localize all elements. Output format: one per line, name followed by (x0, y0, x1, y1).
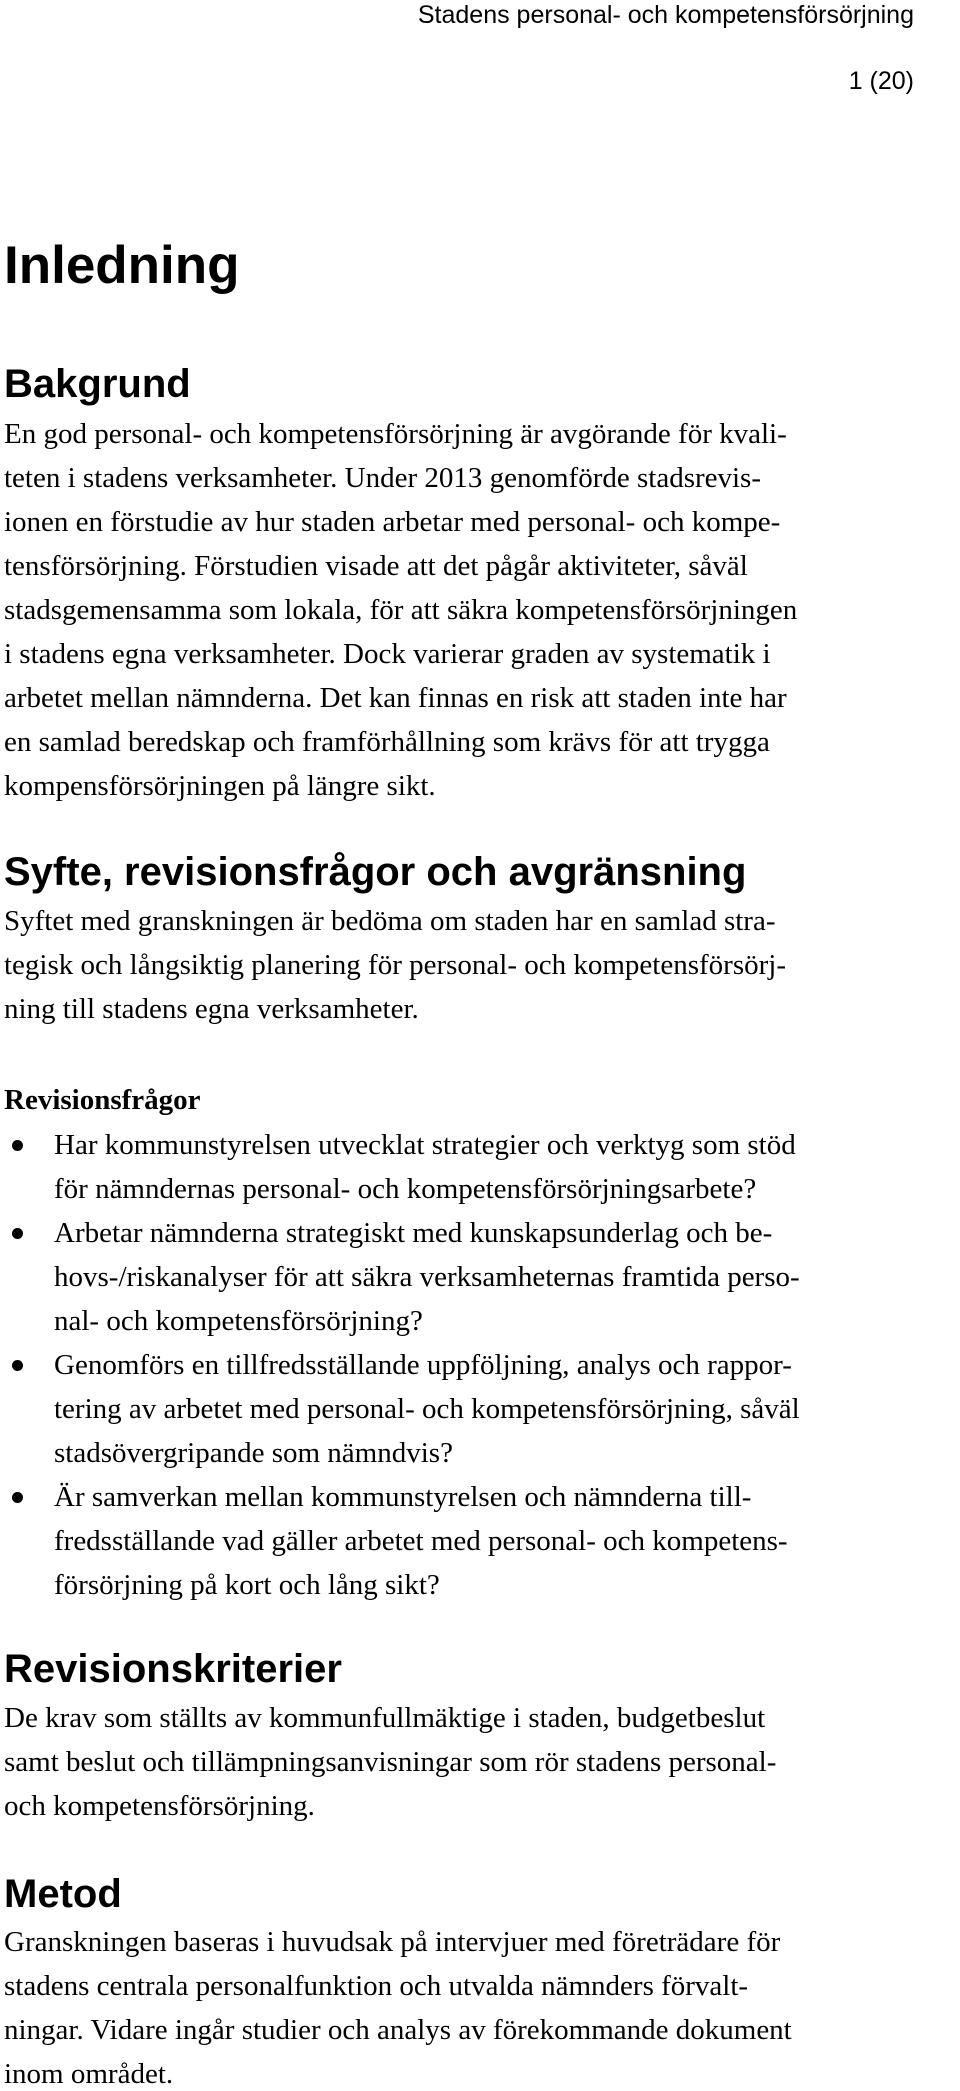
bullet-line: för nämndernas personal- och kompetensförsörjningsarbete? (54, 1173, 757, 1205)
revisionskriterier-line: De krav som ställts av kommunfullmäktige i staden, budgetbeslut (4, 1702, 766, 1734)
metod-line: Granskningen baseras i huvudsak på intervjuer med företrädare för (4, 1926, 781, 1958)
bakgrund-line: En god personal- och kompetensförsörjning är avgörande för kvali- (4, 418, 787, 450)
bakgrund-line: ionen en förstudie av hur staden arbetar med personal- och kompe- (4, 506, 781, 538)
running-header: Stadens personal- och kompetensförsörjning (417, 1, 914, 29)
bullet-dot-icon (12, 1360, 23, 1371)
bakgrund-line: teten i stadens verksamheter. Under 2013 genomförde stadsrevis- (4, 462, 762, 494)
section-heading-bakgrund: Bakgrund (4, 362, 191, 406)
bullet-line: Har kommunstyrelsen utvecklat strategier och verktyg som stöd (54, 1129, 796, 1161)
bullet-line: stadsövergripande som nämndvis? (54, 1437, 453, 1469)
syfte-line: ning till stadens egna verksamheter. (4, 993, 419, 1025)
bakgrund-line: i stadens egna verksamheter. Dock varierar graden av systematik i (4, 638, 771, 670)
bullet-line: nal- och kompetensförsörjning? (54, 1305, 423, 1337)
bullet-line: fredsställande vad gäller arbetet med personal- och kompetens- (54, 1525, 788, 1557)
metod-line: stadens centrala personalfunktion och utvalda nämnders förvalt- (4, 1970, 749, 2002)
syfte-line: Syftet med granskningen är bedöma om staden har en samlad stra- (4, 905, 776, 937)
section-heading-syfte: Syfte, revisionsfrågor och avgränsning (4, 850, 747, 894)
bullet-line: Är samverkan mellan kommunstyrelsen och nämnderna till- (54, 1481, 752, 1513)
section-heading-metod: Metod (4, 1872, 122, 1916)
bakgrund-line: stadsgemensamma som lokala, för att säkra kompetensförsörjningen (4, 594, 798, 626)
revisionskriterier-line: och kompetensförsörjning. (4, 1790, 315, 1822)
bullet-line: hovs-/riskanalyser för att säkra verksamheternas framtida perso- (54, 1261, 800, 1293)
syfte-line: tegisk och långsiktig planering för personal- och kompetensförsörj- (4, 949, 786, 981)
bullet-line: försörjning på kort och lång sikt? (54, 1569, 440, 1601)
page-number: 1 (20) (848, 67, 914, 95)
bakgrund-line: arbetet mellan nämnderna. Det kan finnas en risk att staden inte har (4, 682, 787, 714)
subsection-heading-revisionsfragor: Revisionsfrågor (4, 1084, 201, 1116)
bullet-dot-icon (12, 1492, 23, 1503)
bakgrund-line: kompensförsörjningen på längre sikt. (4, 770, 436, 802)
bullet-line: Genomförs en tillfredsställande uppföljning, analys och rappor- (54, 1349, 792, 1381)
bullet-line: tering av arbetet med personal- och kompetensförsörjning, såväl (54, 1393, 800, 1425)
bullet-dot-icon (12, 1140, 23, 1151)
revisionskriterier-line: samt beslut och tillämpningsanvisningar som rör stadens personal- (4, 1746, 777, 1778)
bakgrund-line: en samlad beredskap och framförhållning som krävs för att trygga (4, 726, 770, 758)
metod-line: inom området. (4, 2058, 174, 2090)
section-heading-revisionskriterier: Revisionskriterier (4, 1647, 342, 1691)
bullet-dot-icon (12, 1228, 23, 1239)
chapter-title: Inledning (4, 236, 240, 295)
bullet-line: Arbetar nämnderna strategiskt med kunskapsunderlag och be- (54, 1217, 773, 1249)
metod-line: ningar. Vidare ingår studier och analys av förekommande dokument (4, 2014, 792, 2046)
bakgrund-line: tensförsörjning. Förstudien visade att det pågår aktiviteter, såväl (4, 550, 748, 582)
